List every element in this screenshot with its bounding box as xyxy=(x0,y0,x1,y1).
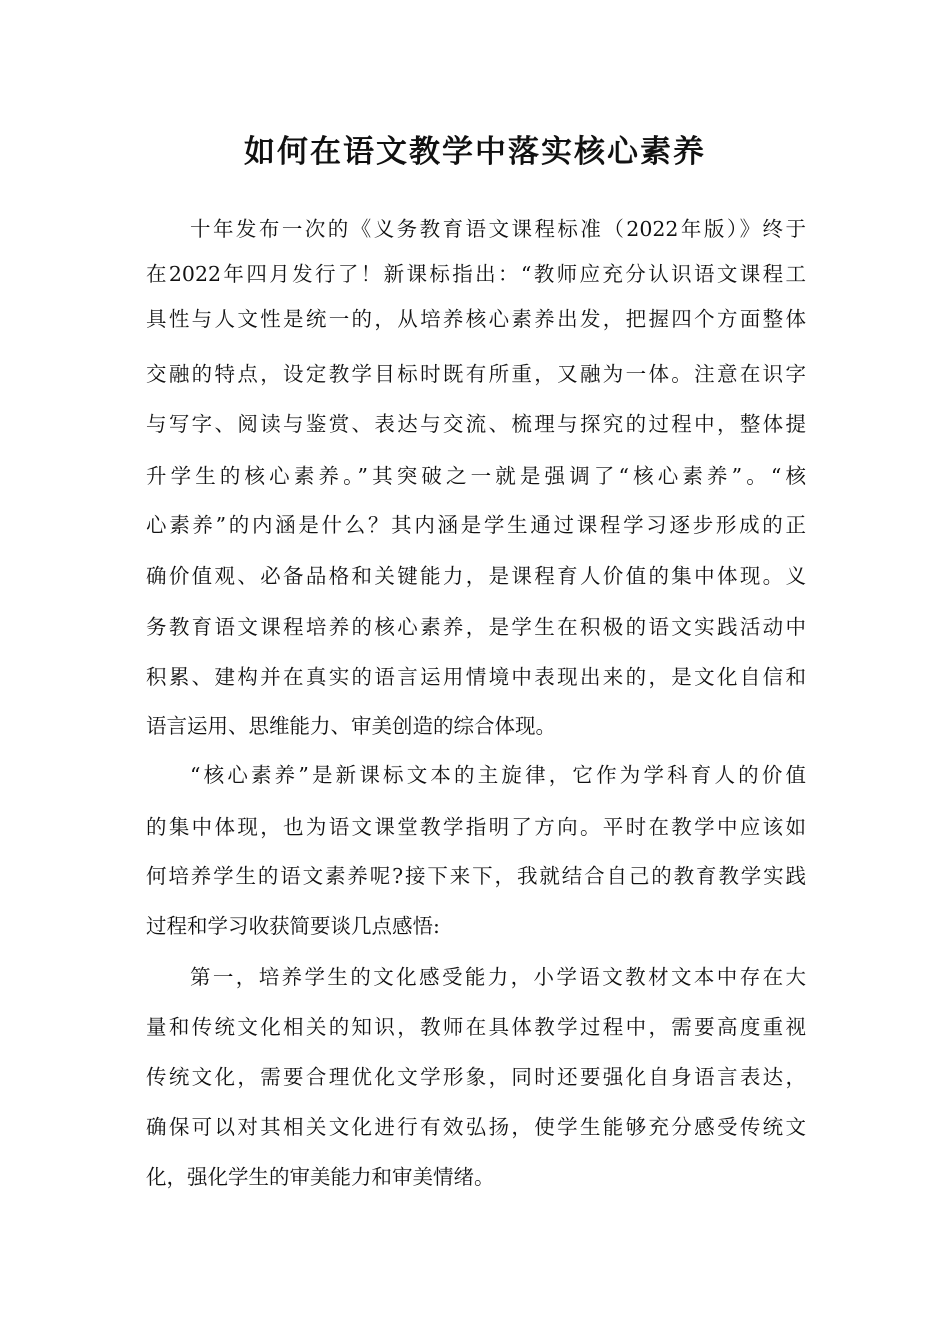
paragraph-1-line-10: 积累、建构并在真实的语言运用情境中表现出来的，是文化自信和 xyxy=(146,665,806,689)
paragraph-3-line-2: 量和传统文化相关的知识，教师在具体教学过程中，需要高度重视 xyxy=(146,1015,806,1039)
paragraph-1-line-6: 升学生的核心素养。”其突破之一就是强调了“核心素养”。“核 xyxy=(146,464,806,488)
paragraph-3-line-5: 化，强化学生的审美能力和审美情绪。 xyxy=(146,1165,495,1189)
paragraph-1-line-11: 语言运用、思维能力、审美创造的综合体现。 xyxy=(146,714,556,738)
paragraph-1-line-4: 交融的特点，设定教学目标时既有所重，又融为一体。注意在识字 xyxy=(146,362,806,386)
paragraph-3-line-1: 第一，培养学生的文化感受能力，小学语文教材文本中存在大 xyxy=(190,965,806,989)
paragraph-1-line-9: 务教育语文课程培养的核心素养，是学生在积极的语文实践活动中 xyxy=(146,615,806,639)
paragraph-1-line-2: 在2022年四月发行了！新课标指出：“教师应充分认识语文课程工 xyxy=(146,262,806,286)
paragraph-1-line-8: 确价值观、必备品格和关键能力，是课程育人价值的集中体现。义 xyxy=(146,564,806,588)
paragraph-2-line-3: 何培养学生的语文素养呢?接下来下，我就结合自己的教育教学实践 xyxy=(146,864,806,888)
paragraph-1-line-3: 具性与人文性是统一的，从培养核心素养出发，把握四个方面整体 xyxy=(146,307,806,331)
paragraph-1-line-7: 心素养”的内涵是什么？其内涵是学生通过课程学习逐步形成的正 xyxy=(146,513,806,537)
paragraph-3-line-3: 传统文化，需要合理优化文学形象，同时还要强化自身语言表达， xyxy=(146,1065,806,1089)
paragraph-1-line-5: 与写字、阅读与鉴赏、表达与交流、梳理与探究的过程中，整体提 xyxy=(146,412,806,436)
paragraph-2-line-1: “核心素养”是新课标文本的主旋律，它作为学科育人的价值 xyxy=(190,763,806,787)
document-title: 如何在语文教学中落实核心素养 xyxy=(244,134,706,170)
paragraph-3-line-4: 确保可以对其相关文化进行有效弘扬，使学生能够充分感受传统文 xyxy=(146,1115,806,1139)
paragraph-2-line-2: 的集中体现，也为语文课堂教学指明了方向。平时在教学中应该如 xyxy=(146,815,806,839)
paragraph-1-line-1: 十年发布一次的《义务教育语文课程标准（2022年版）》终于 xyxy=(190,217,806,241)
paragraph-2-line-4: 过程和学习收获简要谈几点感悟: xyxy=(146,914,440,938)
